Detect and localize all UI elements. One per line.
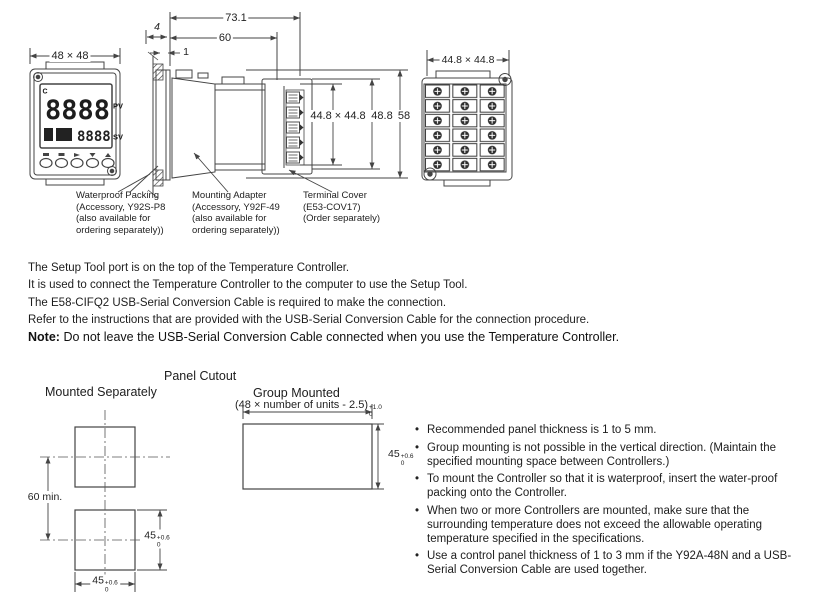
label-line: (E53-COV17) [303,201,361,213]
dim-height-terminal: 48.8 [371,110,393,122]
dim-value: 45 [388,448,400,460]
note-label: Note: [28,330,60,344]
unit-indicator: C [42,88,48,96]
bullet-icon: • [415,504,420,517]
cutout-width-dim [90,575,120,594]
note-item-text: Use a control panel thickness of 1 to 3 mm if the Y92A-48N and a USB-Serial Conversion Cable are used together. [427,550,792,577]
sv-display-digits: 8888 [77,129,111,145]
mounted-separately-label: Mounted Separately [45,385,157,399]
note-text: Do not leave the USB-Serial Conversion Cable connected when you use the Temperature Controller. [63,330,620,344]
body-line-4: Refer to the instructions that are provided with the USB-Serial Conversion Cable for the connection procedure. [28,314,590,326]
dim-depth-total: 73.1 [225,12,247,24]
label-line: (Accessory, Y92S-P8 [76,201,166,213]
dim-tolerance [105,581,118,594]
dim-bezel-lip: 1 [183,46,189,58]
dim-rear-size: 44.8 × 44.8 [441,54,495,66]
tolerance-lower: 0 [400,459,405,467]
panel-cutout-drawing [40,404,384,592]
dim-depth-case: 60 [218,32,232,44]
pv-label: PV [112,101,124,111]
dim-front-size: 48 × 48 [51,50,89,62]
note-item [415,473,811,501]
label-line: (also available for [76,213,151,224]
body-line-3: The E58-CIFQ2 USB-Serial Conversion Cable is required to make the connection. [28,297,447,309]
note-item [415,442,811,470]
dim-value: 45 [144,529,156,542]
front-view-drawing [30,48,120,185]
label-line: ordering separately)) [192,224,280,236]
label-line: (also available for [192,213,267,224]
group-mounted-label: Group Mounted [253,386,340,400]
dim-tolerance [401,454,414,467]
group-width-formula [235,399,382,418]
dim-tolerance [157,536,170,549]
bullet-icon: • [415,550,420,563]
bullet-icon: • [415,473,420,486]
note-item-text: To mount the Controller so that it is waterproof, insert the water-proof packing onto the Controller. [427,473,778,500]
dim-face-size: 44.8 × 44.8 [310,110,366,122]
label-line: Terminal Cover [303,190,367,201]
label-mounting-adapter [192,190,280,236]
label-waterproof-packing [76,190,165,236]
tolerance-upper: +0.6 [104,579,118,587]
cutout-height-dim [142,530,172,549]
tolerance-upper: +0.6 [400,453,414,460]
tolerance-upper: +1.0 [368,404,382,411]
sv-label: SV [112,132,124,142]
tolerance-lower: 0 [156,541,161,548]
group-height-dim [388,448,414,467]
spacing-dim: 60 min. [27,491,63,503]
label-line: Mounting Adapter [192,190,267,201]
pv-display-digits: 8888 [45,95,111,126]
label-line: (Accessory, Y92F-49 [192,201,280,213]
dim-height-total: 58 [397,110,411,122]
label-line: Waterproof Packing [76,190,160,201]
tolerance-lower: 0 [368,410,373,418]
side-view-drawing [146,12,408,198]
dim-behind-panel: 4 [154,21,160,33]
label-terminal-cover [303,190,380,225]
formula-text: (48 × number of units - 2.5) [235,399,368,411]
note-item [415,550,811,578]
bullet-icon: • [415,424,420,436]
panel-cutout-title: Panel Cutout [164,369,237,383]
note-line [28,330,619,344]
note-item [415,505,811,546]
dim-value: 45 [92,574,104,587]
body-line-1: The Setup Tool port is on the top of the Temperature Controller. [28,262,350,274]
note-item-text: When two or more Controllers are mounted, make sure that the surrounding temperature does not exceed the allowable operating temperature specified in the specifications. [427,504,762,545]
tolerance-upper: +0.6 [156,534,170,542]
label-line: (Order separately) [303,213,381,224]
note-item-text: Recommended panel thickness is 1 to 5 mm. [427,424,657,436]
note-item-text: Group mounting is not possible in the vertical direction. (Maintain the specified mounting space between Controllers.) [427,441,777,468]
note-item [415,424,811,438]
rear-view-drawing [422,50,512,186]
formula-tolerance [369,405,382,418]
tolerance-lower: 0 [104,586,109,593]
body-line-2: It is used to connect the Temperature Controller to the computer to use the Setup Tool. [28,279,468,291]
mounting-notes-list [415,424,811,582]
label-line: ordering separately)) [76,224,164,236]
bullet-icon: • [415,441,420,454]
